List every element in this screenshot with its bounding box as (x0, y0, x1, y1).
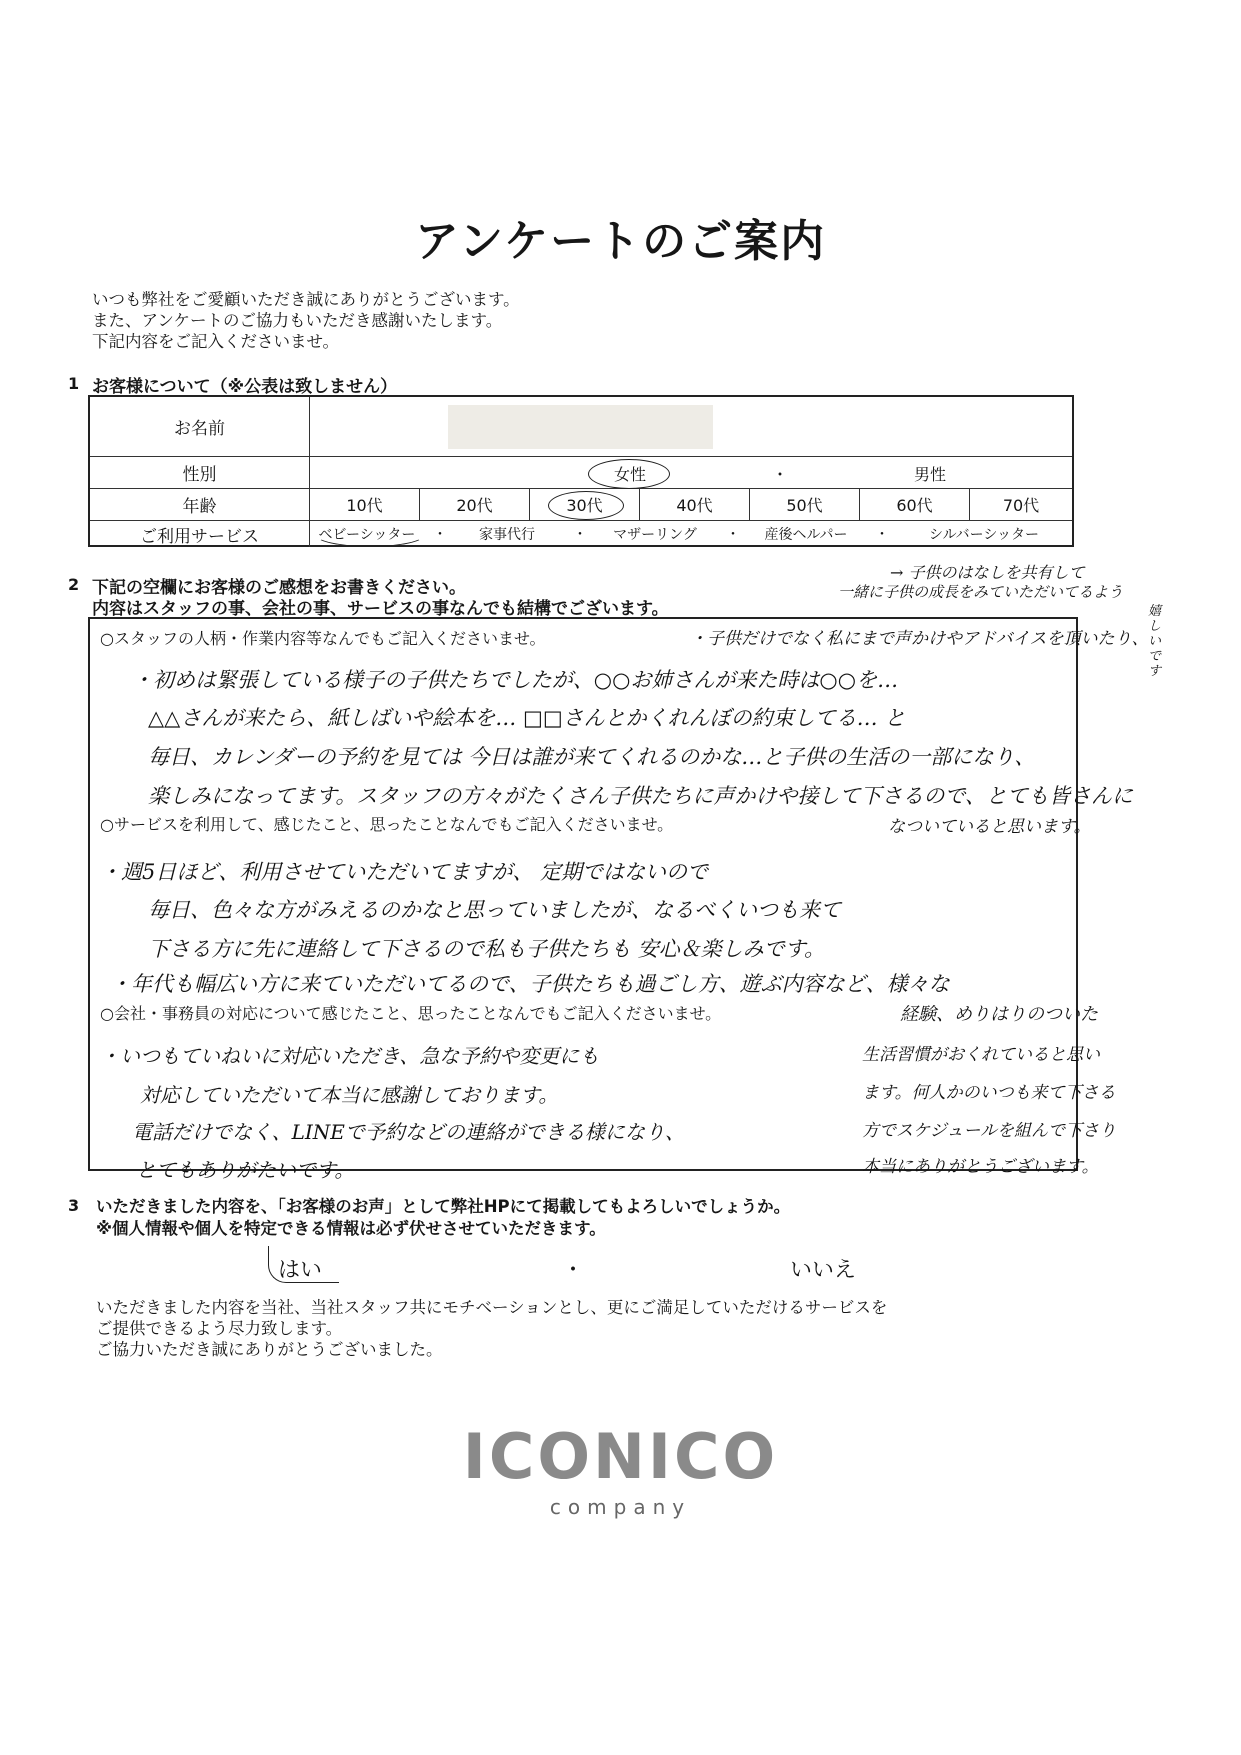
age-option[interactable]: 40代 (640, 489, 750, 520)
handwritten-answer: 本当にありがとうございます。 (862, 1157, 1099, 1177)
handwritten-answer: ・いつもていねいに対応いただき、急な予約や変更にも (100, 1044, 600, 1068)
age-option[interactable]: 30代 (530, 489, 640, 520)
handwritten-answer: 経験、めりはりのついた (900, 1004, 1098, 1025)
closing-line: ご提供できるよう尽力致します。 (96, 1319, 343, 1338)
gender-label: 性別 (90, 457, 310, 488)
age-option[interactable]: 50代 (750, 489, 860, 520)
age-option[interactable]: 70代 (1002, 496, 1040, 515)
section2-subheading: 内容はスタッフの事、会社の事、サービスの事なんでも結構でございます。 (92, 599, 669, 619)
service-selected-mark (314, 521, 426, 547)
section3-heading: いただきました内容を、「お客様のお声」として弊社HPにて掲載してもよろしいでしょうか。 (96, 1197, 791, 1216)
handwritten-answer: 下さる方に先に連絡して下さるので私も子供たちも 安心＆楽しみです。 (148, 937, 825, 961)
service-separator: ・ (726, 527, 740, 543)
handwritten-answer: 電話だけでなく、LINEで予約などの連絡ができる様になり、 (132, 1120, 685, 1144)
intro-line: また、アンケートのご協力もいただき感謝いたします。 (92, 311, 503, 330)
service-label: ご利用サービス (90, 521, 310, 547)
section2-heading: 下記の空欄にお客様のご感想をお書きください。 (92, 578, 466, 598)
closing-line: ご協力いただき誠にありがとうございました。 (96, 1340, 443, 1359)
handwritten-answer: なついていると思います。 (888, 817, 1091, 837)
gender-female[interactable]: 女性 (613, 464, 646, 484)
section1-number: 1 (68, 374, 80, 393)
age-option[interactable]: 20代 (420, 489, 530, 520)
yes-selected-mark (268, 1246, 339, 1283)
age-option[interactable]: 10代 (310, 489, 420, 520)
question-office: ○会社・事務員の対応について感じたこと、思ったことなんでもご記入くださいませ。 (100, 1004, 722, 1023)
handwritten-answer: 生活習慣がおくれていると思い (862, 1045, 1100, 1065)
intro-text (92, 289, 520, 352)
handwritten-answer: ・初めは緊張している様子の子供たちでしたが、○○お姉さんが来た時は○○を… (132, 668, 899, 692)
question-service: ○サービスを利用して、感じたこと、思ったことなんでもご記入くださいませ。 (100, 815, 674, 834)
handwritten-answer: とてもありがたいです。 (136, 1158, 355, 1182)
closing-text (96, 1297, 887, 1360)
company-logo (0, 1420, 1241, 1519)
gender-separator: ・ (771, 464, 788, 484)
intro-line: 下記内容をご記入くださいませ。 (92, 332, 340, 351)
name-label: お名前 (90, 397, 310, 456)
age-label: 年齢 (90, 489, 310, 520)
logo-subtitle: company (549, 1495, 692, 1519)
age-row (90, 489, 1072, 521)
service-separator: ・ (433, 527, 447, 543)
page-title: アンケートのご案内 (414, 216, 827, 267)
handwritten-answer: ・週5日ほど、利用させていただいてますが、 定期ではないので (100, 860, 709, 884)
handwritten-answer: 毎日、カレンダーの予約を見ては 今日は誰が来てくれるのかな…と子供の生活の一部になり、 (148, 745, 1036, 769)
gender-row (90, 457, 1072, 489)
service-separator: ・ (573, 527, 587, 543)
margin-note: 一緒に子供の成長をみていただいてるよう (838, 583, 1124, 601)
handwritten-answer: 方でスケジュールを組んで下さり (862, 1121, 1116, 1141)
service-babysitter[interactable]: ベビーシッター (318, 527, 416, 543)
handwritten-answer: ・年代も幅広い方に来ていただいてるので、子供たちも過ごし方、遊ぶ内容など、様々な (110, 972, 950, 996)
section3-number: 3 (68, 1196, 80, 1215)
publish-yes[interactable]: はい (278, 1258, 323, 1283)
service-postpartum[interactable]: 産後ヘルパー (764, 527, 848, 543)
margin-note: → 子供のはなしを共有して (890, 563, 1085, 582)
age-option[interactable]: 60代 (860, 489, 970, 520)
logo-wordmark: ICONICO (462, 1420, 779, 1493)
service-row (90, 521, 1072, 547)
name-row (90, 397, 1072, 457)
name-redacted (448, 405, 713, 449)
handwritten-answer: 対応していただいて本当に感謝しております。 (140, 1083, 559, 1107)
age-selected-circle (548, 491, 624, 520)
section1-heading: お客様について（※公表は致しません） (92, 377, 398, 397)
intro-line: いつも弊社をご愛顧いただき誠にありがとうございます。 (92, 290, 520, 309)
service-separator: ・ (875, 527, 889, 543)
publish-separator: ・ (562, 1258, 585, 1283)
gender-selected-circle (588, 459, 670, 489)
closing-line: いただきました内容を当社、当社スタッフ共にモチベーションとし、更にご満足していただけるサービスを (96, 1298, 888, 1317)
gender-male[interactable]: 男性 (913, 464, 946, 484)
service-housekeeping[interactable]: 家事代行 (479, 527, 535, 543)
handwritten-answer: 毎日、色々な方がみえるのかなと思っていましたが、なるべくいつも来て (148, 898, 841, 922)
handwritten-answer: ます。何人かのいつも来て下さる (862, 1083, 1116, 1103)
handwritten-answer: 楽しみになってます。スタッフの方々がたくさん子供たちに声かけや接して下さるので、とても皆さんに (148, 784, 1133, 808)
section3-subheading: ※個人情報や個人を特定できる情報は必ず伏せさせていただきます。 (96, 1219, 606, 1238)
publish-no[interactable]: いいえ (790, 1258, 857, 1283)
service-silversitter[interactable]: シルバーシッター (928, 527, 1040, 543)
service-mothering[interactable]: マザーリング (613, 527, 697, 543)
margin-note: 嬉しいです (1148, 604, 1162, 679)
section2-number: 2 (68, 575, 80, 594)
question-staff: ○スタッフの人柄・作業内容等なんでもご記入くださいませ。 (100, 629, 546, 648)
handwritten-answer: △△さんが来たら、紙しばいや絵本を… □□さんとかくれんぼの約束してる… と (148, 706, 906, 730)
customer-info-table (88, 395, 1074, 547)
handwritten-answer: ・子供だけでなく私にまで声かけやアドバイスを頂いたり、 (690, 629, 1149, 649)
